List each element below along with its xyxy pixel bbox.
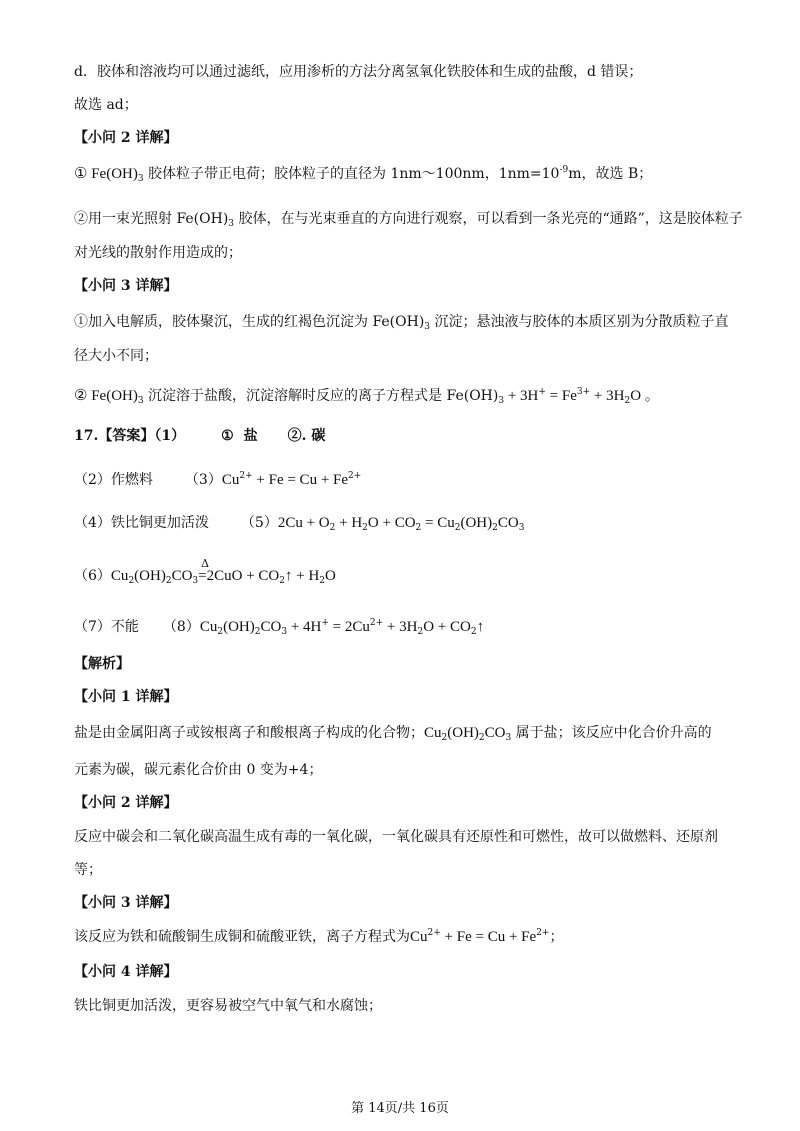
section-heading: 【小问 1 详解】 <box>74 689 178 705</box>
page-number: 第 14页/共 16页 <box>351 1101 449 1116</box>
text-line: 对光线的散射作用造成的； <box>74 245 242 261</box>
text-line: ② $Fe(OH)_3$ 沉淀溶于盐酸，沉淀溶解时反应的离子方程式是 $Fe(OH)_3 + 3H^+ = Fe^{3+} + 3H_2O$ 。 <box>74 387 660 406</box>
section-heading: 【解析】 <box>74 656 130 672</box>
text-line: 盐是由金属阳离子或铵根离子和酸根离子构成的化合物；$Cu_2(OH)_2CO_3$ 属于盐；该反应中化合价升高的 <box>74 725 712 743</box>
section-heading: 【小问 4 详解】 <box>74 964 178 980</box>
text-line: ①加入电解质，胶体聚沉，生成的红褐色沉淀为 $Fe(OH)_3$ 沉淀；悬浊液与胶体的本质区别为分散质粒子直 <box>74 314 729 332</box>
answer-line: $(6)Cu_2(OH)_2CO_3$ Δ $=2CuO + CO_2↑ + H_2O$ <box>74 557 336 586</box>
text-line: ②用一束光照射 $Fe(OH)_3$ 胶体，在与光束垂直的方向进行观察，可以看到一条光亮的“通路”，这是胶体粒子 <box>74 211 743 229</box>
text-line: 该反应为铁和硫酸铜生成铜和硫酸亚铁，离子方程式为$Cu^{2+} + Fe = Cu + Fe^{2+}$； <box>74 928 564 945</box>
answer-line: （2）作燃料 $(3)Cu^{2+} + Fe = Cu + Fe^{2+}$ <box>74 471 362 488</box>
heat-sign: Δ = <box>198 557 210 584</box>
text-line: 元素为碳，碳元素化合价由 0 变为+4； <box>74 762 323 778</box>
section-heading: 【小问 2 详解】 <box>74 795 178 811</box>
answer-heading: 17.【答案】（1） ① 盐 ②. 碳 <box>74 428 326 444</box>
text-line: 径大小不同； <box>74 348 158 364</box>
text-line: d．胶体和溶液均可以通过滤纸，应用渗析的方法分离氢氧化铁胶体和生成的盐酸，d 错误； <box>74 64 643 80</box>
section-heading: 【小问 2 详解】 <box>74 130 178 146</box>
text-line: 等； <box>74 862 102 878</box>
answer-line: （4）铁比铜更加活泼 $(5)2Cu + O_2 + H_2O + CO_2 = Cu_2(OH)_2CO_3$ <box>74 515 525 533</box>
section-heading: 【小问 3 详解】 <box>74 278 178 294</box>
text-line: 故选 ad； <box>74 97 138 113</box>
section-heading: 【小问 3 详解】 <box>74 895 178 911</box>
text-line: 铁比铜更加活泼，更容易被空气中氧气和水腐蚀； <box>74 998 382 1014</box>
answer-line: （7）不能 $(8)Cu_2(OH)_2CO_3 + 4H^+ = 2Cu^{2+} + 3H_2O$ + $CO_2↑$ <box>74 618 485 637</box>
text-line: ① $Fe(OH)_3$ 胶体粒子带正电荷；胶体粒子的直径为 1nm～100nm，$1nm=10^{-9}m$，故选 B； <box>74 165 653 184</box>
text-line: 反应中碳会和二氧化碳高温生成有毒的一氧化碳，一氧化碳具有还原性和可燃性，故可以做燃料、还原剂 <box>74 829 718 845</box>
